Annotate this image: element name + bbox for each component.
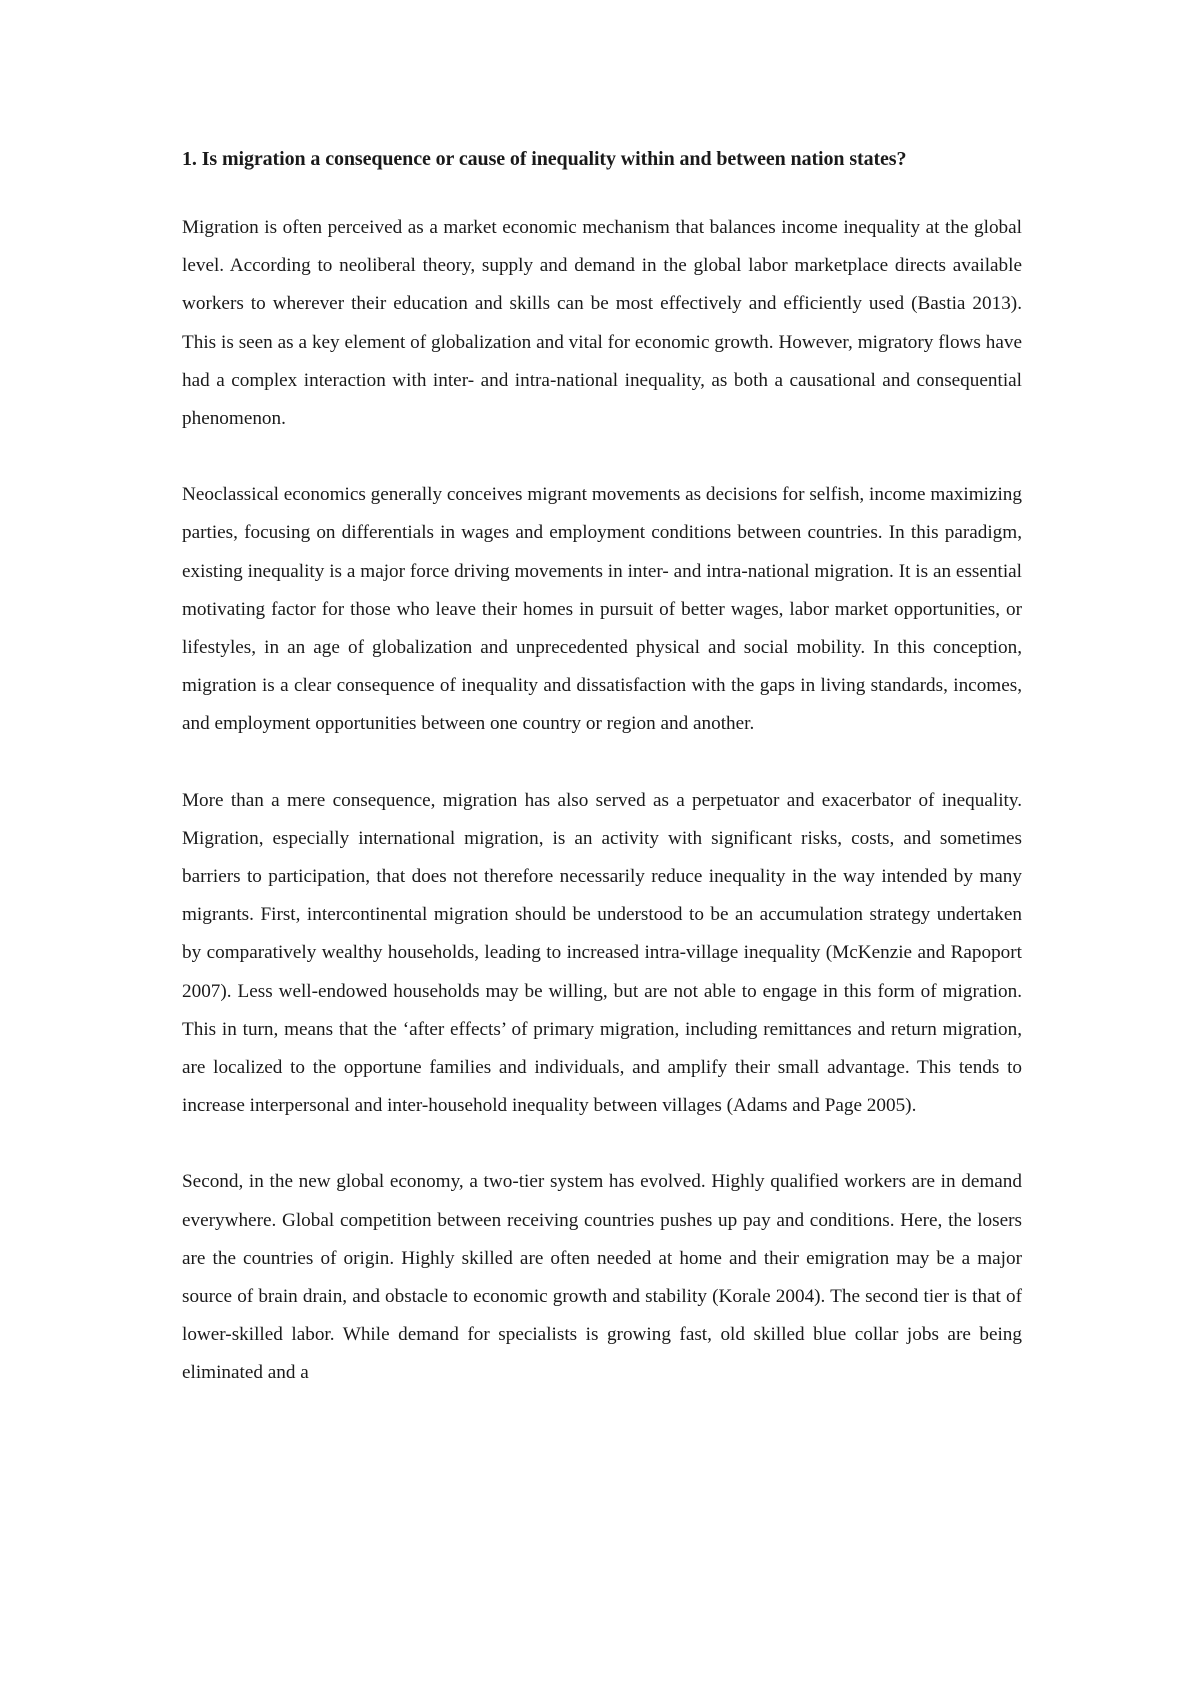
paragraph-1: Migration is often perceived as a market economic mechanism that balances income inequality at the global level. According to neoliberal theory, supply and demand in the global labor marketplace directs available workers to wherever their education and skills can be most effectively and efficiently used (Bastia 2013). This is seen as a key element of globalization and vital for economic growth. However, migratory flows have had a complex interaction with inter- and intra-national inequality, as both a causational and consequential phenomenon.	[182, 217, 1022, 430]
document-body	[182, 145, 1022, 1393]
paragraph-4: Second, in the new global economy, a two-tier system has evolved. Highly qualified workers are in demand everywhere. Global competition between receiving countries pushes up pay and conditions. Here, the losers are the countries of origin. Highly skilled are often needed at home and their emigration may be a major source of brain drain, and obstacle to economic growth and stability (Korale 2004). The second tier is that of lower-skilled labor. While demand for specialists is growing fast, old skilled blue collar jobs are being eliminated and a	[182, 1171, 1022, 1384]
question-heading: 1. Is migration a consequence or cause of inequality within and between nation states?	[182, 148, 907, 170]
paragraph-2: Neoclassical economics generally conceives migrant movements as decisions for selfish, income maximizing parties, focusing on differentials in wages and employment conditions between countries. In this paradigm, existing inequality is a major force driving movements in inter- and intra-national migration. It is an essential motivating factor for those who leave their homes in pursuit of better wages, labor market opportunities, or lifestyles, in an age of globalization and unprecedented physical and social mobility. In this conception, migration is a clear consequence of inequality and dissatisfaction with the gaps in living standards, incomes, and employment opportunities between one country or region and another.	[182, 484, 1022, 735]
paragraph-3: More than a mere consequence, migration has also served as a perpetuator and exacerbator of inequality. Migration, especially international migration, is an activity with significant risks, costs, and sometimes barriers to participation, that does not therefore necessarily reduce inequality in the way intended by many migrants. First, intercontinental migration should be understood to be an accumulation strategy undertaken by comparatively wealthy households, leading to increased intra-village inequality (McKenzie and Rapoport 2007). Less well-endowed households may be willing, but are not able to engage in this form of migration. This in turn, means that the ‘after effects’ of primary migration, including remittances and return migration, are localized to the opportune families and individuals, and amplify their small advantage. This tends to increase interpersonal and inter-household inequality between villages (Adams and Page 2005).	[182, 789, 1022, 1117]
